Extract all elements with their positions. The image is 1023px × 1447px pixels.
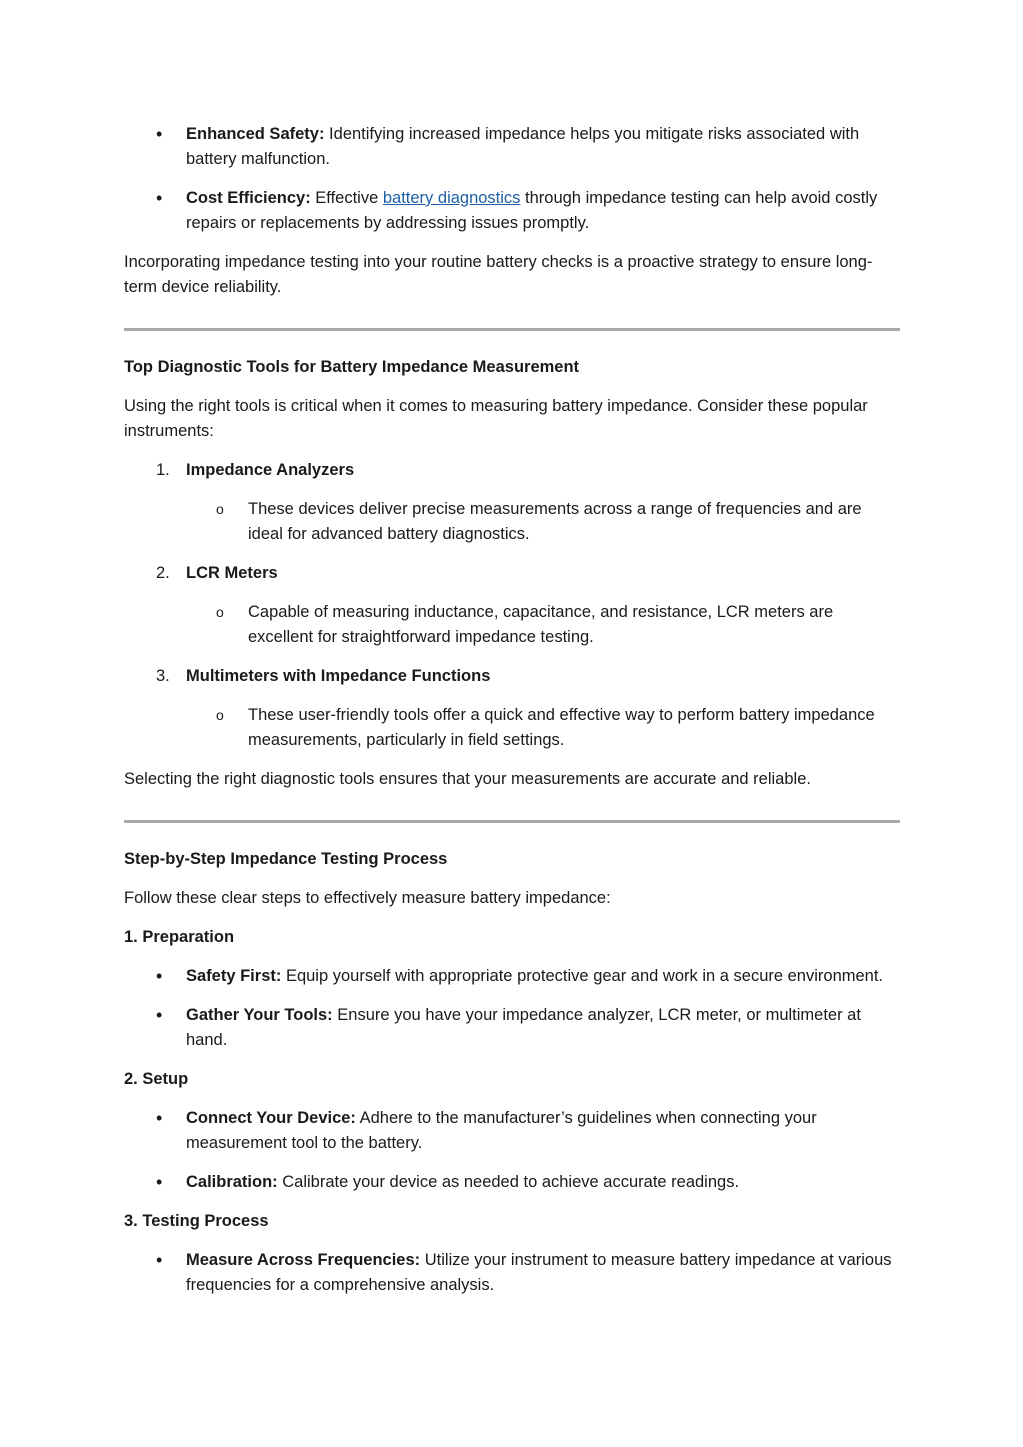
- process-heading: Step-by-Step Impedance Testing Process: [124, 850, 448, 868]
- tool-description: Capable of measuring inductance, capacitance, and resistance, LCR meters are excellent for straightforward impedance testing.: [248, 603, 834, 646]
- list-item: [124, 1248, 900, 1298]
- bullet-icon: •: [156, 1005, 163, 1025]
- list-number: 1.: [156, 461, 170, 479]
- bullet-icon: •: [156, 1108, 163, 1128]
- list-item: [124, 497, 900, 547]
- bullet-label: Calibration:: [186, 1173, 278, 1191]
- bullet-text: Adhere to the manufacturer’s guidelines when connecting your measurement tool to the battery.: [186, 1109, 817, 1152]
- tools-intro: Using the right tools is critical when it comes to measuring battery impedance. Consider these popular instruments:: [124, 397, 868, 440]
- bullet-label: Safety First:: [186, 967, 282, 985]
- bullet-text: Effective: [310, 189, 383, 207]
- list-item: [124, 600, 900, 650]
- list-item: [124, 561, 900, 586]
- step-title: 3. Testing Process: [124, 1212, 269, 1230]
- circle-bullet-icon: o: [216, 604, 224, 620]
- tools-numbered-list: [124, 458, 900, 753]
- tool-title: Multimeters with Impedance Functions: [186, 667, 491, 685]
- list-number: 3.: [156, 667, 170, 685]
- list-item: [124, 1170, 900, 1195]
- bullet-text: Identifying increased impedance helps you mitigate risks associated with battery malfunction.: [186, 125, 860, 168]
- bullet-label: Enhanced Safety:: [186, 125, 325, 143]
- bullet-text: through impedance testing can help avoid costly repairs or replacements by addressing issues promptly.: [186, 189, 878, 232]
- list-item: [124, 186, 900, 236]
- bullet-text: Utilize your instrument to measure battery impedance at various frequencies for a comprehensive analysis.: [186, 1251, 892, 1294]
- tool-title: LCR Meters: [186, 564, 278, 582]
- list-item: [124, 664, 900, 689]
- bullet-label: Gather Your Tools:: [186, 1006, 333, 1024]
- list-item: [124, 122, 900, 172]
- battery-diagnostics-link[interactable]: battery diagnostics: [382, 189, 521, 207]
- step-bullet-list: [124, 964, 900, 1053]
- bullet-icon: •: [156, 1172, 163, 1192]
- list-item: [124, 964, 900, 989]
- list-number: 2.: [156, 564, 170, 582]
- intro-bullet-list: [124, 122, 900, 236]
- tools-heading: Top Diagnostic Tools for Battery Impedance Measurement: [124, 358, 580, 376]
- tool-description: These devices deliver precise measurements across a range of frequencies and are ideal for advanced battery diagnostics.: [248, 500, 862, 543]
- tool-title: Impedance Analyzers: [186, 461, 355, 479]
- list-item: [124, 458, 900, 483]
- bullet-icon: •: [156, 188, 163, 208]
- circle-bullet-icon: o: [216, 707, 224, 723]
- step-title: 2. Setup: [124, 1070, 189, 1088]
- list-item: [124, 703, 900, 753]
- bullet-icon: •: [156, 124, 163, 144]
- bullet-label: Connect Your Device:: [186, 1109, 356, 1127]
- bullet-text: Equip yourself with appropriate protective gear and work in a secure environment.: [281, 967, 884, 985]
- bullet-text: Calibrate your device as needed to achieve accurate readings.: [277, 1173, 740, 1191]
- step-bullet-list: [124, 1106, 900, 1195]
- list-item: [124, 1106, 900, 1156]
- horizontal-divider: [124, 328, 900, 331]
- step-bullet-list: [124, 1248, 900, 1298]
- bullet-label: Measure Across Frequencies:: [186, 1251, 421, 1269]
- bullet-text: Ensure you have your impedance analyzer, LCR meter, or multimeter at hand.: [186, 1006, 861, 1049]
- list-item: [124, 1003, 900, 1053]
- horizontal-divider: [124, 820, 900, 823]
- circle-bullet-icon: o: [216, 501, 224, 517]
- process-intro: Follow these clear steps to effectively measure battery impedance:: [124, 889, 611, 907]
- document-content: [124, 122, 900, 1312]
- tools-conclusion: Selecting the right diagnostic tools ensures that your measurements are accurate and reliable.: [124, 770, 811, 788]
- step-title: 1. Preparation: [124, 928, 235, 946]
- tool-description: These user-friendly tools offer a quick and effective way to perform battery impedance measurements, particularly in field settings.: [248, 706, 875, 749]
- intro-conclusion: Incorporating impedance testing into your routine battery checks is a proactive strategy to ensure long-term device reliability.: [124, 253, 873, 296]
- bullet-label: Cost Efficiency:: [186, 189, 311, 207]
- bullet-icon: •: [156, 966, 163, 986]
- bullet-icon: •: [156, 1250, 163, 1270]
